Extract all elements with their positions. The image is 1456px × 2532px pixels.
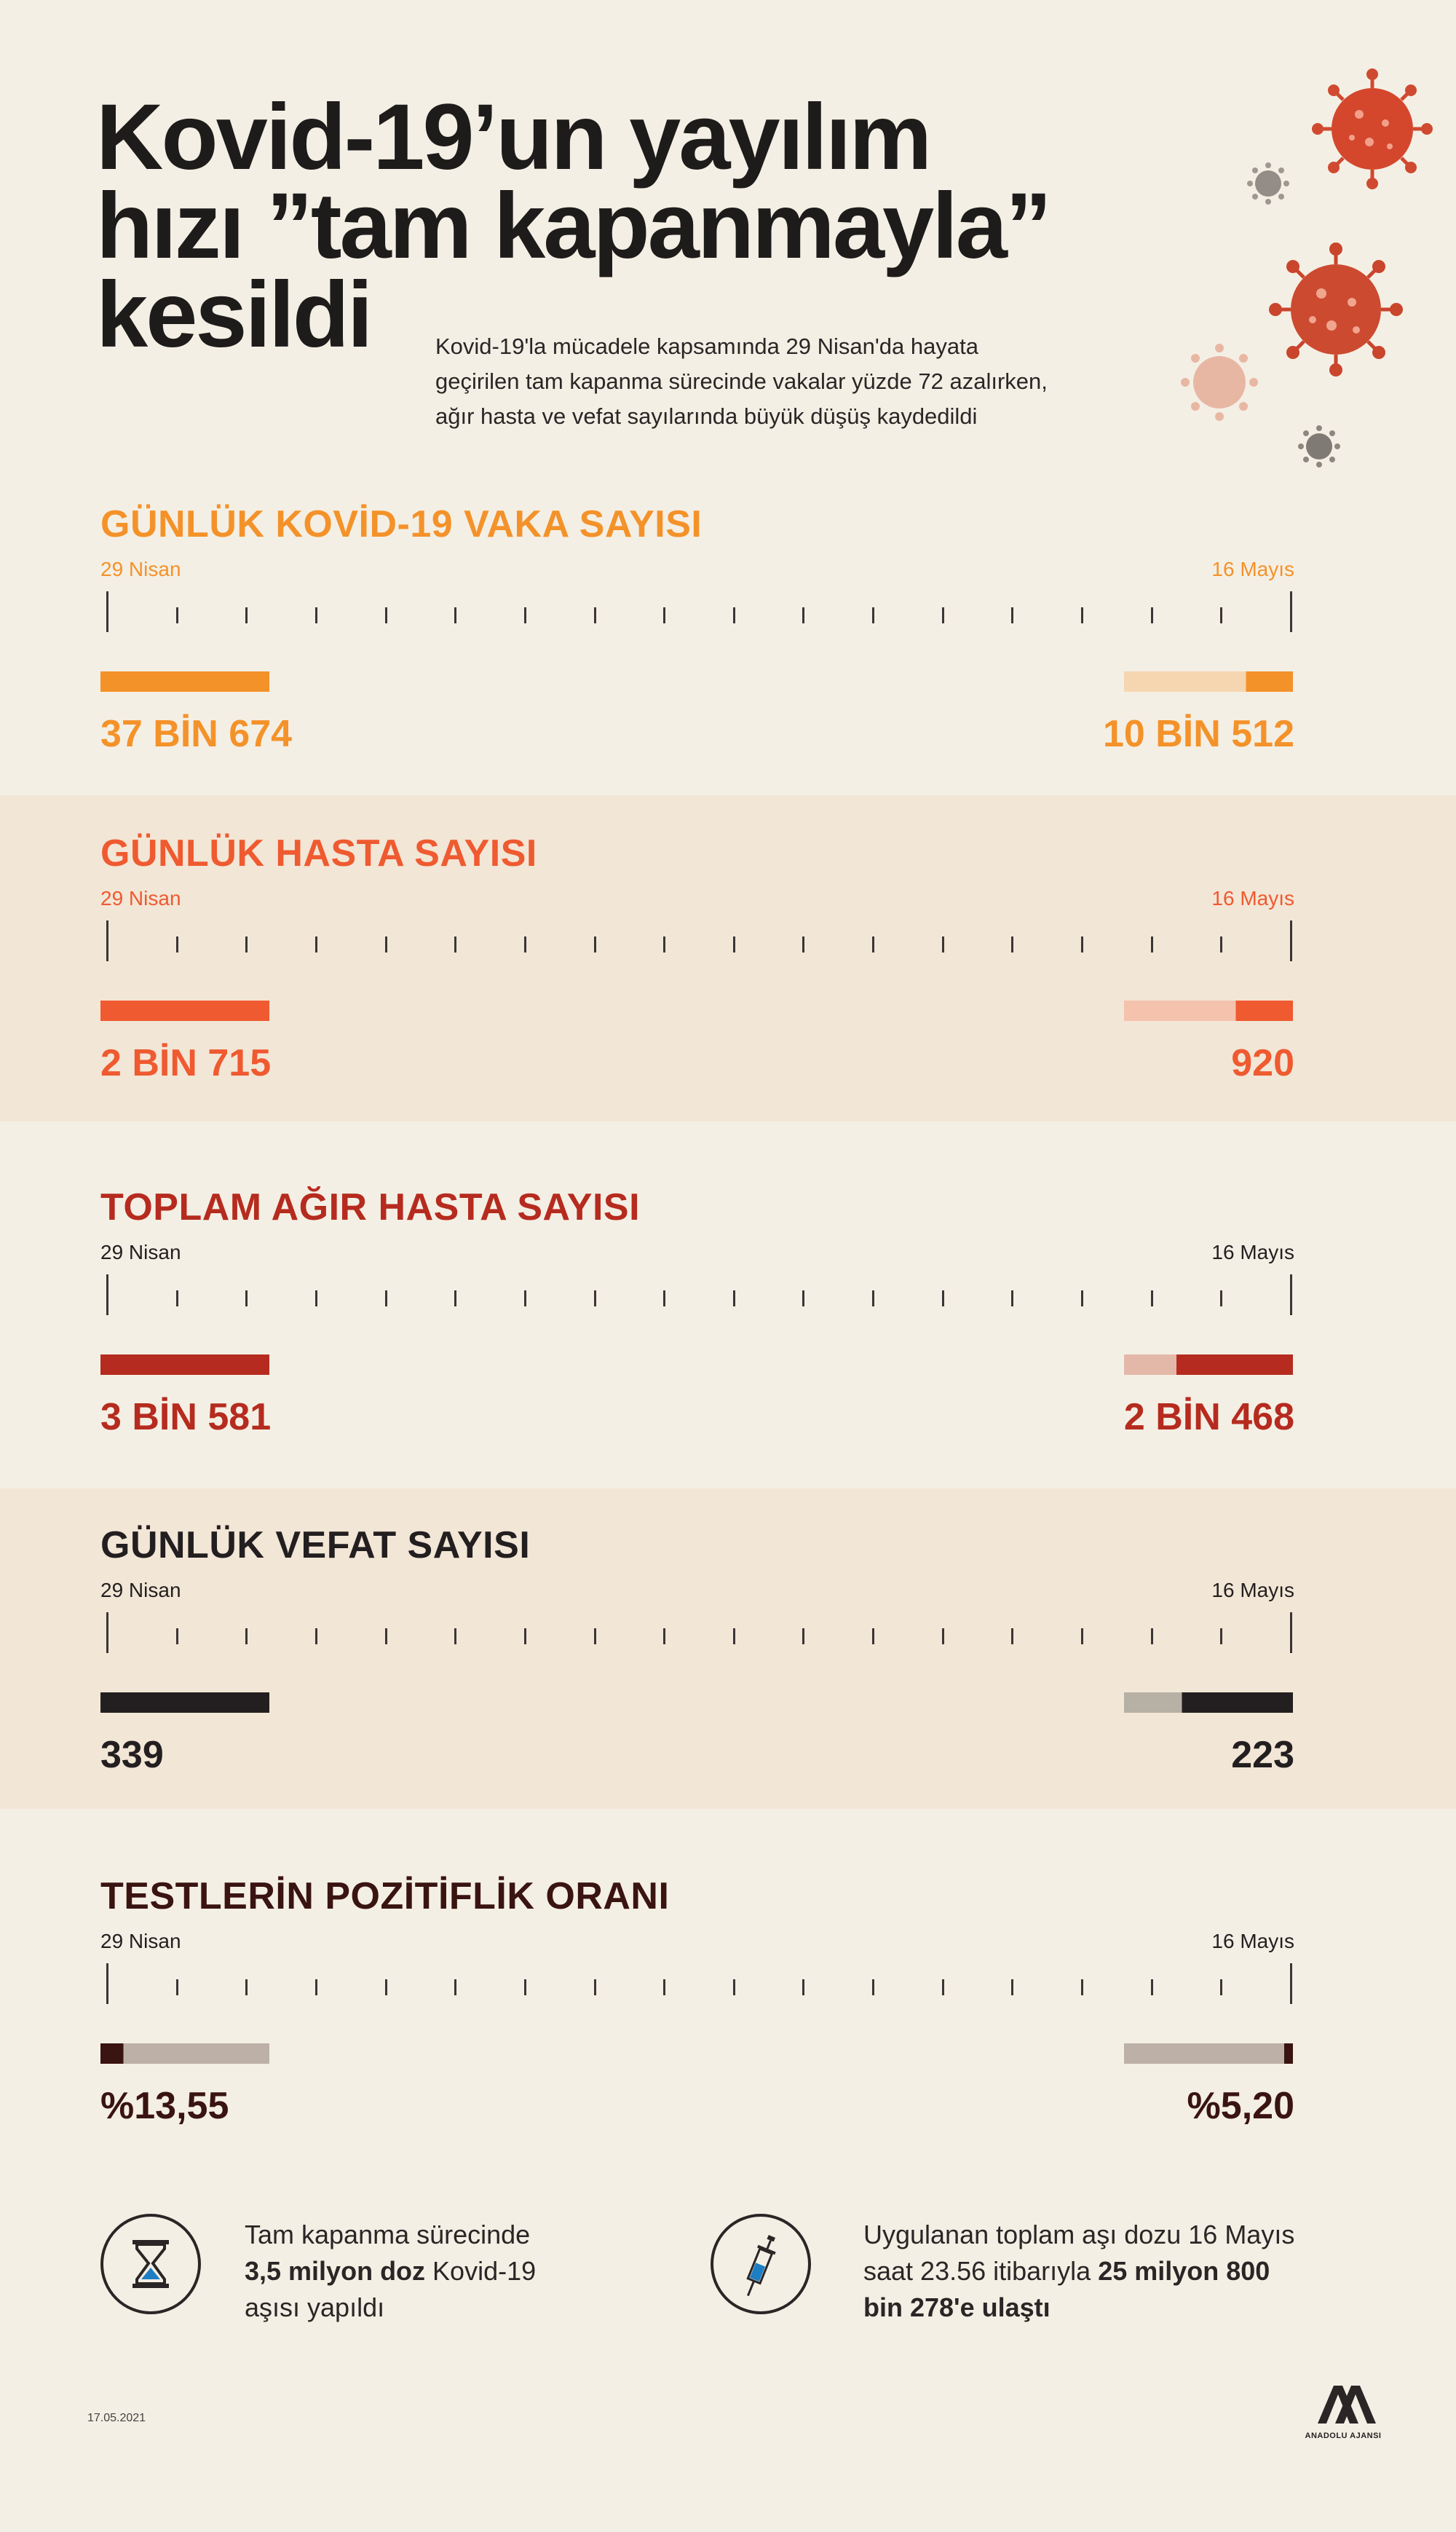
timeline-tick	[1220, 1628, 1222, 1644]
start-date: 29 Nisan	[100, 558, 181, 580]
end-bar	[1124, 2043, 1293, 2064]
timeline-tick	[1290, 920, 1292, 961]
timeline-tick	[1081, 1979, 1083, 1995]
start-value: 3 BİN 581	[100, 1396, 272, 1438]
publish-date: 17.05.2021	[87, 2412, 146, 2424]
timeline-tick	[245, 936, 248, 953]
end-value: 2 BİN 468	[1123, 1396, 1294, 1438]
hourglass-icon-circle	[100, 2214, 201, 2314]
title-line-2: hızı ”tam kapanmayla”	[96, 174, 1050, 278]
section-title: GÜNLÜK KOVİD-19 VAKA SAYISI	[100, 503, 703, 545]
timeline-tick	[872, 1979, 874, 1995]
timeline-tick	[942, 607, 944, 623]
end-value: %5,20	[1187, 2085, 1294, 2127]
timeline-tick	[524, 936, 526, 953]
end-bar	[1124, 1001, 1293, 1021]
timeline-tick	[663, 936, 665, 953]
timeline-tick	[1151, 607, 1153, 623]
timeline-tick	[663, 607, 665, 623]
section-title: TESTLERİN POZİTİFLİK ORANI	[100, 1875, 670, 1917]
timeline-tick	[802, 1979, 804, 1995]
timeline-tick	[594, 1628, 596, 1644]
timeline-tick	[1011, 1628, 1013, 1644]
timeline-tick	[385, 1628, 387, 1644]
end-bar	[1124, 1354, 1293, 1375]
timeline-tick	[1220, 1979, 1222, 1995]
timeline-tick	[385, 607, 387, 623]
end-value: 10 BİN 512	[1102, 713, 1294, 755]
timeline-tick	[1220, 607, 1222, 623]
virus-icon	[1267, 240, 1405, 379]
start-bar	[100, 1354, 269, 1375]
timeline-tick	[1290, 1612, 1292, 1653]
timeline-tick	[524, 1628, 526, 1644]
timeline-tick	[872, 1628, 874, 1644]
start-value: 37 BİN 674	[100, 713, 293, 755]
timeline-tick	[1220, 936, 1222, 953]
timeline-tick	[1081, 1290, 1083, 1306]
timeline-tick	[594, 1290, 596, 1306]
timeline-tick	[524, 1979, 526, 1995]
timeline-tick	[454, 1290, 456, 1306]
timeline-tick	[1081, 607, 1083, 623]
end-value: 223	[1231, 1734, 1294, 1776]
start-date: 29 Nisan	[100, 887, 181, 910]
virus-icon	[1297, 425, 1341, 468]
timeline-tick	[454, 936, 456, 953]
footer-right-bold-2: bin 278'e ulaştı	[863, 2292, 1051, 2322]
timeline-tick	[245, 607, 248, 623]
timeline-tick	[106, 1612, 108, 1653]
timeline-tick	[1011, 1290, 1013, 1306]
subtitle-line-2: geçirilen tam kapanma sürecinde vakalar yüzde 72 azalırken,	[435, 368, 1048, 394]
timeline-ticks	[0, 1612, 1456, 1653]
timeline-tick	[1151, 1290, 1153, 1306]
logo-text: ANADOLU AJANSI	[1305, 2432, 1382, 2440]
timeline-tick	[245, 1979, 248, 1995]
end-bar	[1124, 1692, 1293, 1713]
timeline-tick	[106, 1963, 108, 2004]
start-bar	[100, 1001, 269, 1021]
start-bar	[100, 671, 269, 692]
timeline-tick	[315, 936, 317, 953]
timeline-ticks	[0, 920, 1456, 961]
timeline-tick	[1081, 1628, 1083, 1644]
start-bar	[100, 2043, 269, 2064]
syringe-icon	[713, 2217, 808, 2311]
timeline-tick	[176, 1628, 178, 1644]
section-test-positivity	[0, 1874, 1456, 2166]
timeline-tick	[176, 1290, 178, 1306]
start-value: 2 BİN 715	[100, 1042, 272, 1084]
end-value: 920	[1231, 1042, 1294, 1084]
timeline-tick	[385, 1979, 387, 1995]
start-bar	[100, 1692, 269, 1713]
timeline-tick	[106, 920, 108, 961]
timeline-tick	[245, 1290, 248, 1306]
timeline-tick	[594, 936, 596, 953]
timeline-tick	[872, 1290, 874, 1306]
start-value: 339	[100, 1734, 164, 1776]
start-date: 29 Nisan	[100, 1241, 181, 1263]
syringe-icon-circle	[711, 2214, 811, 2314]
start-date: 29 Nisan	[100, 1579, 181, 1601]
title-line-3: kesildi	[96, 263, 371, 367]
section-critical-patients	[0, 1186, 1456, 1477]
timeline-tick	[1151, 1628, 1153, 1644]
timeline-tick	[1151, 1979, 1153, 1995]
timeline-tick	[802, 1628, 804, 1644]
section-title: TOPLAM AĞIR HASTA SAYISI	[100, 1186, 641, 1228]
timeline-tick	[663, 1290, 665, 1306]
timeline-tick	[942, 1290, 944, 1306]
timeline-tick	[1290, 591, 1292, 632]
timeline-tick	[454, 1979, 456, 1995]
timeline-ticks	[0, 591, 1456, 632]
timeline-tick	[176, 607, 178, 623]
timeline-tick	[802, 1290, 804, 1306]
timeline-tick	[524, 607, 526, 623]
timeline-tick	[245, 1628, 248, 1644]
timeline-tick	[315, 1290, 317, 1306]
section-title: GÜNLÜK VEFAT SAYISI	[100, 1524, 531, 1566]
timeline-tick	[733, 936, 735, 953]
footer-left-line-2: Kovid-19	[425, 2256, 537, 2286]
timeline-tick	[663, 1628, 665, 1644]
start-date: 29 Nisan	[100, 1930, 181, 1952]
section-title: GÜNLÜK HASTA SAYISI	[100, 832, 537, 875]
end-date: 16 Mayıs	[1211, 1930, 1294, 1952]
timeline-tick	[1151, 936, 1153, 953]
timeline-tick	[106, 591, 108, 632]
timeline-tick	[733, 1979, 735, 1995]
timeline-tick	[802, 607, 804, 623]
agency-logo	[1303, 2373, 1383, 2453]
timeline-tick	[733, 1290, 735, 1306]
aa-logo-icon	[1303, 2373, 1383, 2431]
timeline-tick	[594, 1979, 596, 1995]
timeline-tick	[942, 936, 944, 953]
timeline-tick	[942, 1628, 944, 1644]
timeline-tick	[385, 936, 387, 953]
footer-left-bold: 3,5 milyon doz	[245, 2256, 426, 2286]
timeline-tick	[802, 936, 804, 953]
timeline-tick	[315, 1628, 317, 1644]
timeline-tick	[176, 1979, 178, 1995]
title-line-1: Kovid-19’un yayılım	[96, 85, 930, 189]
timeline-tick	[594, 607, 596, 623]
timeline-tick	[942, 1979, 944, 1995]
page-title	[96, 85, 1050, 367]
timeline-tick	[1081, 936, 1083, 953]
end-date: 16 Mayıs	[1211, 558, 1294, 580]
end-bar	[1124, 671, 1293, 692]
timeline-tick	[524, 1290, 526, 1306]
timeline-tick	[733, 1628, 735, 1644]
timeline-tick	[733, 607, 735, 623]
timeline-ticks	[0, 1274, 1456, 1315]
timeline-tick	[315, 1979, 317, 1995]
end-date: 16 Mayıs	[1211, 1241, 1294, 1263]
section-daily-deaths	[0, 1523, 1456, 1815]
timeline-tick	[315, 607, 317, 623]
timeline-tick	[1290, 1963, 1292, 2004]
timeline-tick	[1011, 607, 1013, 623]
timeline-tick	[1011, 936, 1013, 953]
hourglass-icon	[103, 2217, 198, 2311]
footer-left-line-1: Tam kapanma sürecinde	[245, 2220, 531, 2249]
timeline-tick	[454, 1628, 456, 1644]
timeline-tick	[872, 607, 874, 623]
virus-icon	[1310, 67, 1434, 191]
timeline-tick	[176, 936, 178, 953]
end-date: 16 Mayıs	[1211, 887, 1294, 910]
timeline-ticks	[0, 1963, 1456, 2004]
timeline-tick	[1011, 1979, 1013, 1995]
footer-right-line-2: saat 23.56 itibarıyla	[863, 2256, 1099, 2286]
timeline-tick	[1220, 1290, 1222, 1306]
footer-right-bold-1: 25 milyon 800	[1098, 2256, 1270, 2286]
footer-left-line-3: aşısı yapıldı	[245, 2292, 385, 2322]
timeline-tick	[454, 607, 456, 623]
virus-icon	[1246, 162, 1290, 205]
section-daily-patients	[0, 832, 1456, 1123]
timeline-tick	[106, 1274, 108, 1315]
timeline-tick	[385, 1290, 387, 1306]
subtitle-line-3: ağır hasta ve vefat sayılarında büyük düşüş kaydedildi	[435, 403, 978, 429]
virus-icon	[1179, 342, 1259, 422]
timeline-tick	[663, 1979, 665, 1995]
timeline-tick	[872, 936, 874, 953]
end-date: 16 Mayıs	[1211, 1579, 1294, 1601]
timeline-tick	[1290, 1274, 1292, 1315]
subtitle-line-1: Kovid-19'la mücadele kapsamında 29 Nisan'da hayata	[435, 334, 978, 359]
footer-right-line-1: Uygulanan toplam aşı dozu 16 Mayıs	[863, 2220, 1295, 2249]
section-daily-cases	[0, 502, 1456, 794]
start-value: %13,55	[100, 2085, 229, 2127]
footer-left-text	[245, 2217, 536, 2326]
subtitle	[435, 329, 1134, 434]
footer-right-text	[863, 2217, 1294, 2326]
